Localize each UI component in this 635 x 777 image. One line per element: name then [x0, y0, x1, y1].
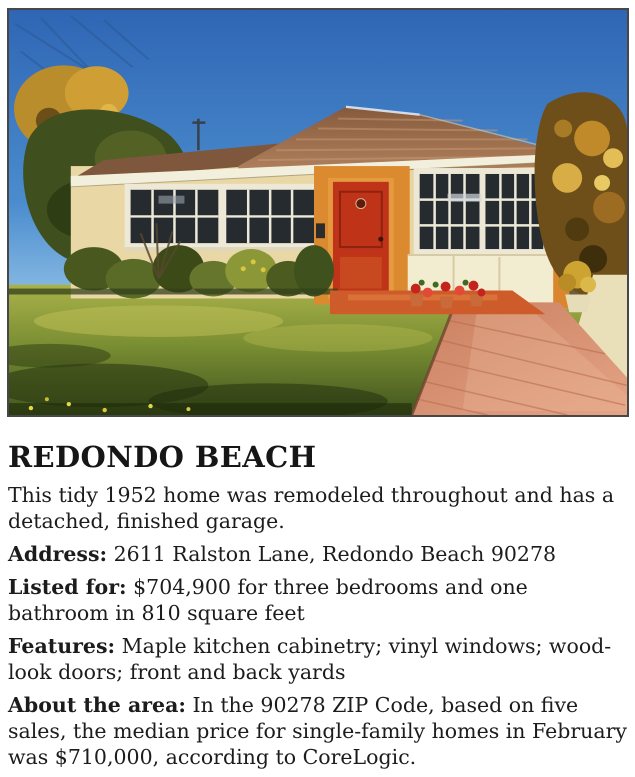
house-photo-illustration	[9, 10, 627, 415]
detail-text-listed-for: $704,900 for three bedrooms and one bathroom in 810 square feet	[8, 575, 528, 625]
listing-intro: This tidy 1952 home was remodeled throughout and has a detached, finished garage.	[8, 483, 615, 533]
left-windows	[125, 184, 320, 251]
detail-text-about-area: In the 90278 ZIP Code, based on five sales, the median price for single-family homes in February was $710,000, according to CoreLogic.	[8, 693, 627, 769]
listing-details-section	[8, 442, 627, 770]
listing-detail-address	[8, 541, 627, 567]
detail-label-about-area: About the area:	[8, 693, 186, 717]
detail-label-address: Address:	[8, 542, 108, 566]
listing-article	[0, 8, 635, 777]
listing-detail-listed-for	[8, 574, 627, 626]
listing-detail-about-area	[8, 692, 627, 770]
detail-text-address: 2611 Ralston Lane, Redondo Beach 90278	[113, 542, 557, 566]
detail-label-listed-for: Listed for:	[8, 575, 127, 599]
detail-label-features: Features:	[8, 634, 116, 658]
listing-title: REDONDO BEACH	[8, 440, 317, 474]
mailbox	[316, 223, 325, 238]
right-windows	[414, 168, 550, 255]
porch-step	[330, 291, 545, 315]
detail-text-features: Maple kitchen cabinetry; vinyl windows; wood-look doors; front and back yards	[8, 634, 612, 684]
listing-detail-features	[8, 633, 627, 685]
listing-photo	[7, 8, 629, 417]
